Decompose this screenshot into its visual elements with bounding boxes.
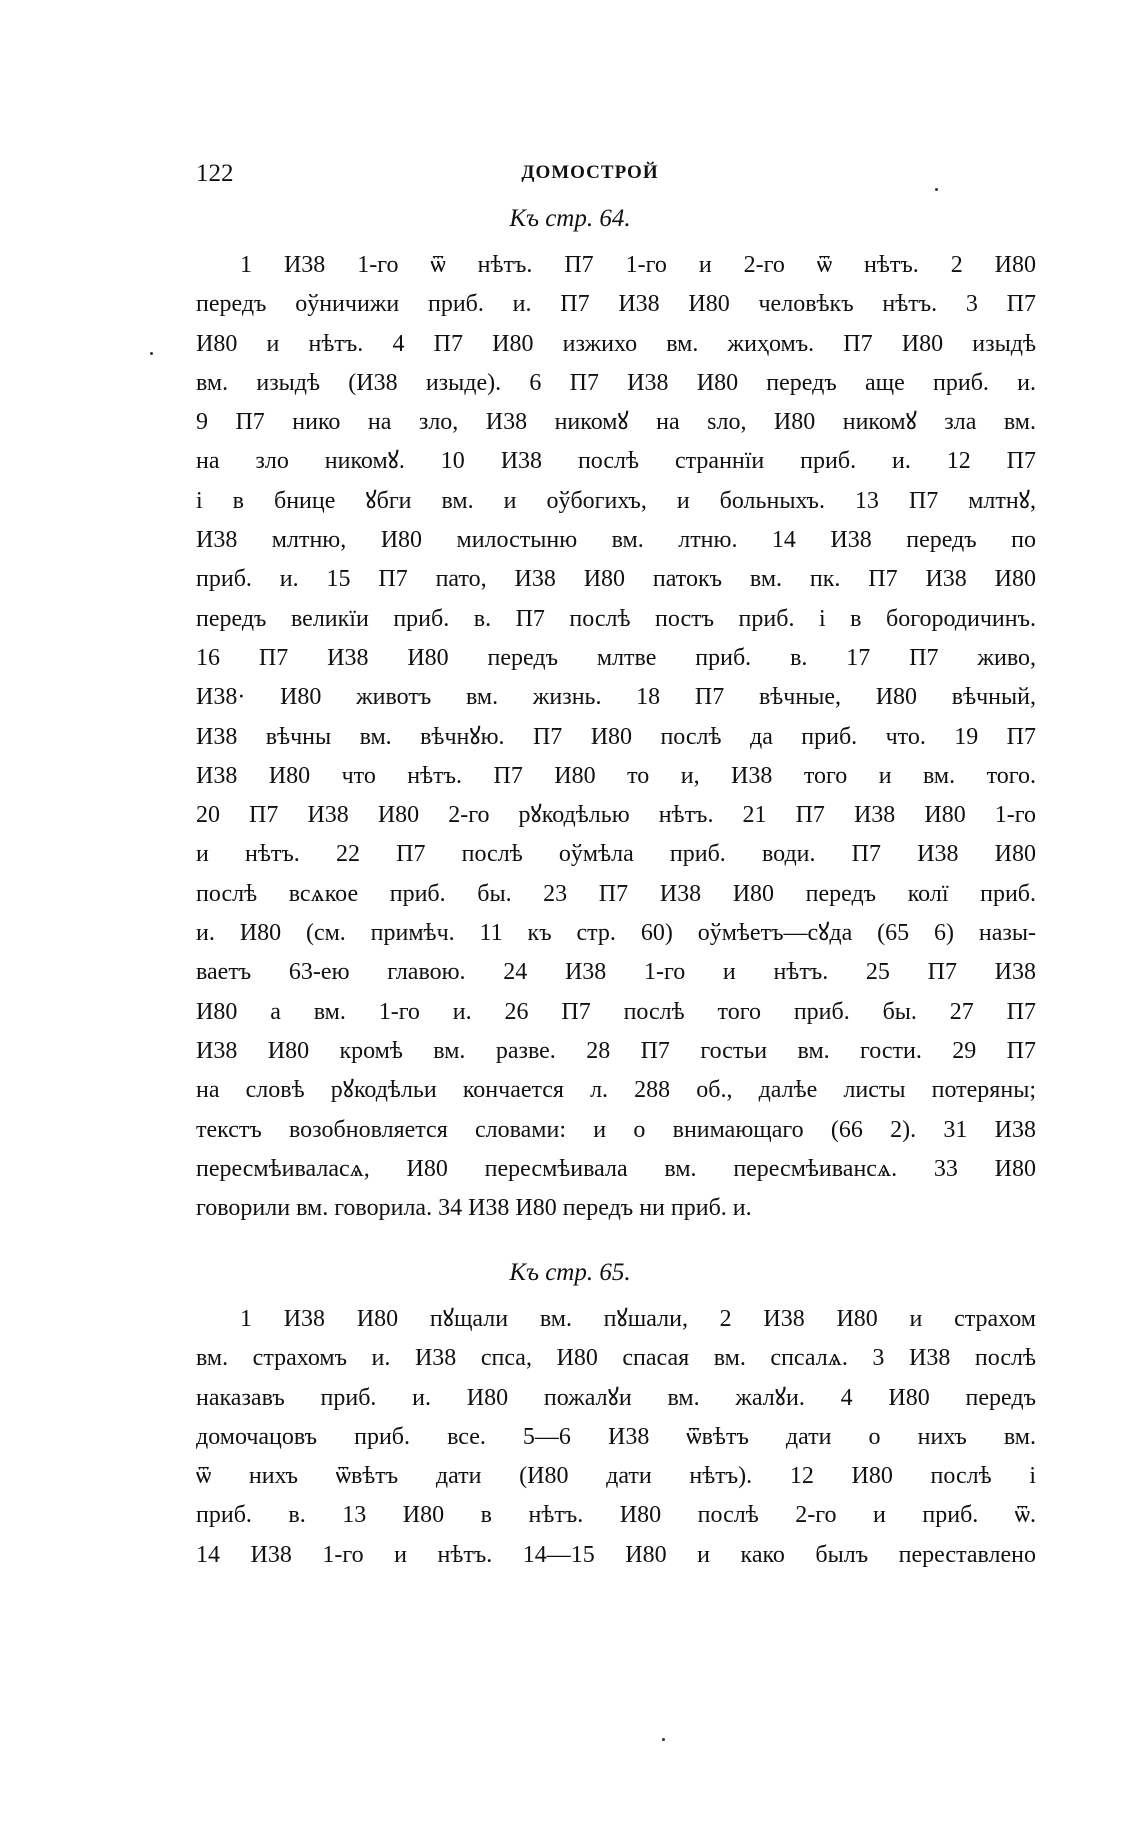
- text-line: наказавъ приб. и. И80 пожалꙋи вм. жалꙋи. 4 И80 передъ: [196, 1384, 1036, 1411]
- text-line: И38 И80 что нѣтъ. П7 И80 то и, И38 того и вм. того.: [196, 762, 1036, 789]
- text-line: послѣ всѧкое приб. бы. 23 П7 И38 И80 передъ колї приб.: [196, 880, 1036, 907]
- section-heading: Къ стр. 64.: [509, 205, 631, 232]
- text-line: 1 И38 1-го ѿ нѣтъ. П7 1-го и 2-го ѿ нѣтъ. 2 И80: [240, 252, 1036, 278]
- text-line: И38 И80 кромѣ вм. разве. 28 П7 гостьи вм. гости. 29 П7: [196, 1037, 1036, 1064]
- text-line: приб. и. 15 П7 пато, И38 И80 патокъ вм. пк. П7 И38 И80: [196, 566, 1036, 593]
- text-line: 9 П7 нико на зло, И38 никомꙋ на ѕло, И80 никомꙋ зла вм.: [196, 409, 1036, 436]
- page-number: 122: [196, 160, 234, 187]
- text-line: говорили вм. говорила. 34 И38 И80 передъ ни приб. и.: [196, 1195, 752, 1222]
- text-line: пересмѣиваласѧ, И80 пересмѣивала вм. пересмѣивансѧ. 33 И80: [196, 1155, 1036, 1182]
- notes-block-p64: [196, 246, 1036, 1228]
- text-line: 14 И38 1-го и нѣтъ. 14—15 И80 и како былъ переставлено: [196, 1541, 1036, 1568]
- text-line: 1 И38 И80 пꙋщали вм. пꙋшали, 2 И38 И80 и страхом: [240, 1306, 1036, 1332]
- text-line: вм. страхомъ и. И38 спса, И80 спасая вм. спсалѧ. 3 И38 послѣ: [196, 1345, 1036, 1372]
- notes-block-p65: [196, 1300, 1036, 1575]
- section-heading: Къ стр. 65.: [509, 1259, 631, 1286]
- text-line: И80 и нѣтъ. 4 П7 И80 изжихо вм. жиҳомъ. П7 И80 изыдѣ: [196, 330, 1036, 357]
- text-line: И38 вѣчны вм. вѣчнꙋю. П7 И80 послѣ да приб. что. 19 П7: [196, 723, 1036, 750]
- scan-speck: [150, 352, 153, 355]
- text-line: И38 млтню, И80 милостыню вм. лтню. 14 И38 передъ по: [196, 527, 1036, 554]
- text-line: вм. изыдѣ (И38 изыде). 6 П7 И38 И80 передъ аще приб. и.: [196, 369, 1036, 396]
- text-line: передъ великїи приб. в. П7 послѣ постъ приб. і в богородичинъ.: [196, 605, 1036, 632]
- text-line: ваетъ 63-ею главою. 24 И38 1-го и нѣтъ. 25 П7 И38: [196, 959, 1036, 986]
- text-line: и нѣтъ. 22 П7 послѣ оўмѣла приб. води. П7 И38 И80: [196, 841, 1036, 868]
- text-line: на словѣ рꙋкодѣльи кончается л. 288 об., далѣе листы потеряны;: [196, 1077, 1036, 1104]
- running-head: ДОМОСТРОЙ: [521, 162, 659, 183]
- scan-speck: [935, 188, 938, 191]
- text-line: передъ оўничижи приб. и. П7 И38 И80 человѣкъ нѣтъ. 3 П7: [196, 291, 1036, 318]
- text-line: 20 П7 И38 И80 2-го рꙋкодѣлью нѣтъ. 21 П7 И38 И80 1-го: [196, 802, 1036, 829]
- text-line: И38· И80 животъ вм. жизнь. 18 П7 вѣчные, И80 вѣчный,: [196, 684, 1036, 711]
- text-line: И80 а вм. 1-го и. 26 П7 послѣ того приб. бы. 27 П7: [196, 998, 1036, 1025]
- scan-speck: [662, 1738, 665, 1741]
- text-line: 16 П7 И38 И80 передъ млтве приб. в. 17 П7 живо,: [196, 644, 1036, 671]
- text-line: домочацовъ приб. все. 5—6 И38 ѿвѣтъ дати о нихъ вм.: [196, 1423, 1036, 1450]
- text-line: ѿ нихъ ѿвѣтъ дати (И80 дати нѣтъ). 12 И80 послѣ і: [196, 1463, 1036, 1490]
- text-line: і в бнице ꙋбги вм. и оўбогихъ, и больныхъ. 13 П7 млтнꙋ,: [196, 487, 1036, 514]
- text-line: и. И80 (см. примѣч. 11 къ стр. 60) оўмѣетъ—сꙋда (65 6) назы-: [196, 920, 1036, 947]
- text-line: на зло никомꙋ. 10 И38 послѣ страннїи приб. и. 12 П7: [196, 448, 1036, 475]
- text-line: приб. в. 13 И80 в нѣтъ. И80 послѣ 2-го и приб. ѿ.: [196, 1502, 1036, 1529]
- text-line: текстъ возобновляется словами: и о внимающаго (66 2). 31 И38: [196, 1116, 1036, 1143]
